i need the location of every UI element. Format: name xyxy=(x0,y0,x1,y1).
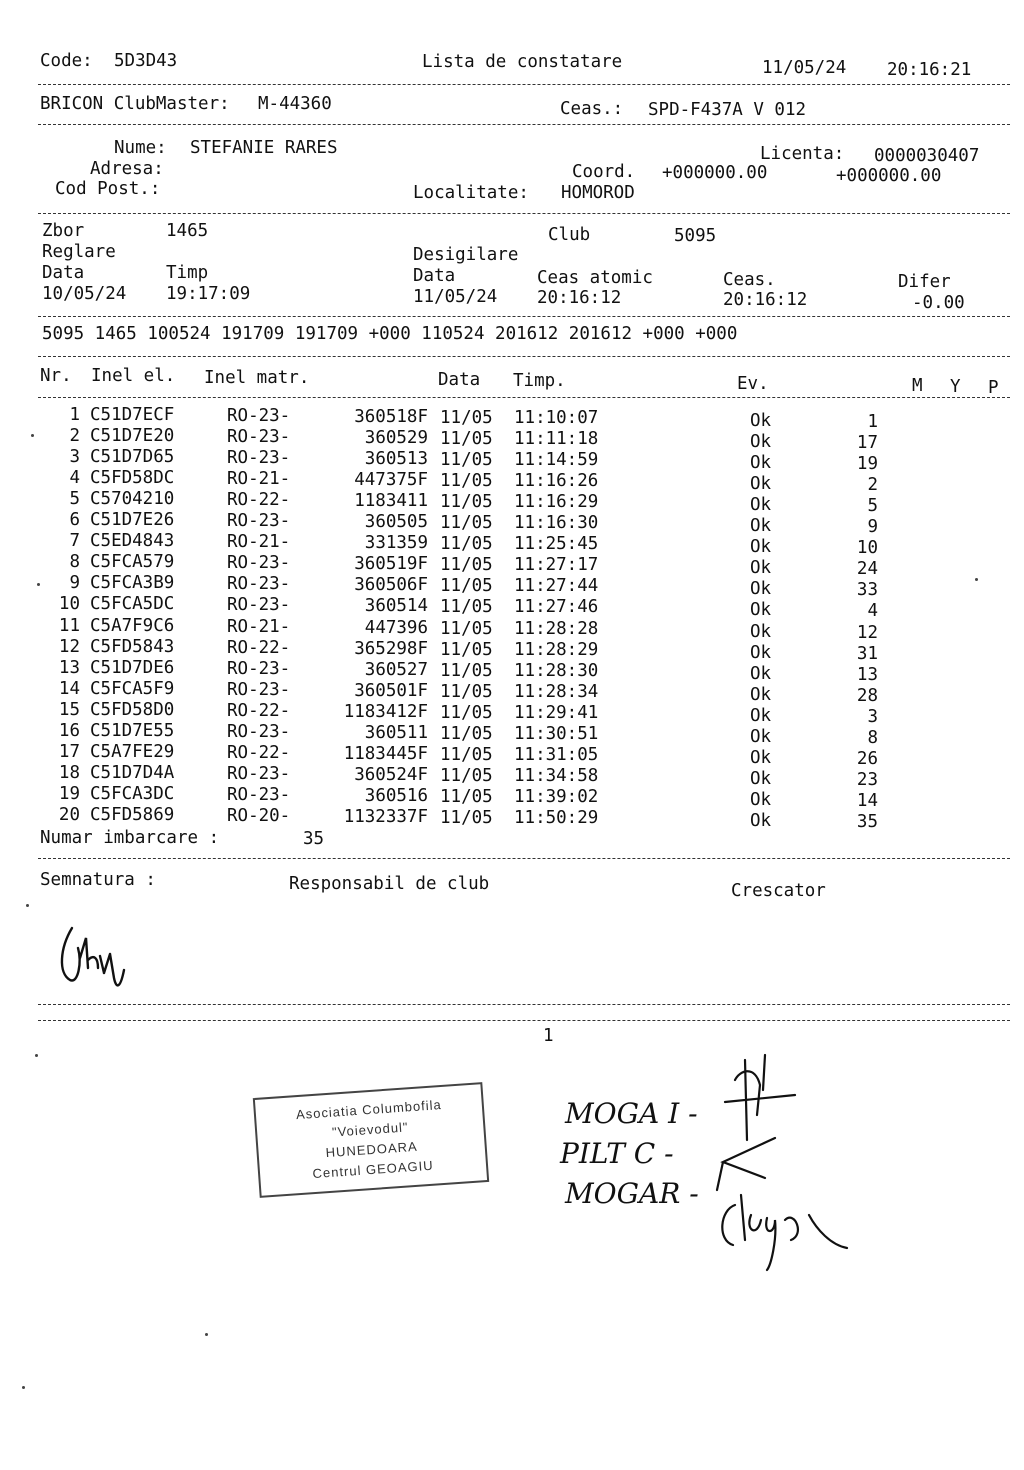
row-position: 19 xyxy=(856,454,878,475)
scan-speck xyxy=(37,583,40,586)
row-inel-matr: 1132337F xyxy=(343,806,428,827)
code-value: 5D3D43 xyxy=(114,51,178,71)
row-ev: Ok xyxy=(750,432,772,453)
row-position: 3 xyxy=(867,706,878,727)
row-position: 28 xyxy=(856,685,878,706)
row-data: 11/05 xyxy=(440,786,493,807)
licenta-value: 0000030407 xyxy=(874,146,980,166)
row-ring-prefix: RO-22- xyxy=(227,637,291,658)
handwritten-line-2: PILT C - xyxy=(560,1137,674,1170)
table-row xyxy=(0,594,1024,622)
row-inel-matr: 360529 xyxy=(364,428,428,449)
row-timp: 11:10:07 xyxy=(514,408,599,428)
row-nr: 7 xyxy=(69,531,80,552)
row-data: 11/05 xyxy=(440,807,493,828)
row-data: 11/05 xyxy=(440,618,493,639)
header-time: 20:16:21 xyxy=(887,60,972,80)
row-inel-matr: 1183412F xyxy=(343,701,428,722)
row-inel-matr: 360516 xyxy=(364,785,428,806)
scan-speck xyxy=(205,1333,208,1336)
row-inel-el: C51D7E26 xyxy=(90,510,175,531)
table-row xyxy=(0,720,1024,748)
row-data: 11/05 xyxy=(440,744,493,765)
table-row xyxy=(0,447,1024,475)
row-ev: Ok xyxy=(750,600,772,621)
coord-x: +000000.00 xyxy=(662,163,768,183)
row-ev: Ok xyxy=(750,768,772,789)
row-inel-el: C5FCA5DC xyxy=(90,594,175,615)
clubmaster-id: M-44360 xyxy=(258,94,332,114)
row-data: 11/05 xyxy=(440,597,493,618)
row-inel-el: C51D7DE6 xyxy=(90,657,175,678)
row-data: 11/05 xyxy=(440,702,493,723)
row-data: 11/05 xyxy=(440,492,493,513)
row-data: 11/05 xyxy=(440,408,493,428)
row-inel-matr: 365298F xyxy=(354,638,428,659)
row-data: 11/05 xyxy=(440,660,493,681)
row-nr: 13 xyxy=(58,657,80,678)
row-ev: Ok xyxy=(750,663,772,684)
crescator-label: Crescator xyxy=(731,881,826,901)
row-ring-prefix: RO-23- xyxy=(227,721,291,742)
difer-label: Difer xyxy=(898,272,951,292)
row-data: 11/05 xyxy=(440,450,493,471)
table-row xyxy=(0,552,1024,580)
row-position: 26 xyxy=(856,748,878,769)
ceas-atomic-label: Ceas atomic xyxy=(537,268,653,288)
row-position: 31 xyxy=(856,643,878,664)
nume-label: Nume: xyxy=(114,138,167,158)
col-y: Y xyxy=(950,377,961,397)
table-row xyxy=(0,426,1024,454)
table-row xyxy=(0,636,1024,664)
licenta-label: Licenta: xyxy=(760,144,845,164)
row-timp: 11:39:02 xyxy=(514,786,599,807)
localitate-label: Localitate: xyxy=(413,183,529,203)
row-timp: 11:16:30 xyxy=(514,513,599,534)
row-data: 11/05 xyxy=(440,723,493,744)
row-position: 13 xyxy=(856,664,878,685)
table-row xyxy=(0,678,1024,706)
row-timp: 11:28:28 xyxy=(514,618,599,639)
divider xyxy=(38,1020,1010,1021)
ceas-label: Ceas.: xyxy=(560,99,624,119)
table-row xyxy=(0,762,1024,790)
col-data: Data xyxy=(438,370,481,390)
row-timp: 11:31:05 xyxy=(514,744,599,765)
row-inel-matr: 1183445F xyxy=(343,743,428,764)
reglare-label: Reglare xyxy=(42,242,116,262)
row-ring-prefix: RO-22- xyxy=(227,700,291,721)
row-ev: Ok xyxy=(750,474,772,495)
row-inel-el: C5FCA5F9 xyxy=(90,678,175,699)
col-p: P xyxy=(988,378,999,398)
row-inel-matr: 360527 xyxy=(364,659,428,680)
table-row xyxy=(0,405,1024,432)
row-inel-matr: 360518F xyxy=(354,407,428,427)
row-position: 5 xyxy=(867,496,878,517)
ceas-value: 20:16:12 xyxy=(723,290,808,310)
row-timp: 11:28:29 xyxy=(514,639,599,660)
row-nr: 2 xyxy=(69,426,80,447)
row-inel-el: C5A7FE29 xyxy=(90,741,175,762)
row-inel-el: C51D7ECF xyxy=(90,405,175,425)
row-nr: 9 xyxy=(69,573,80,594)
row-timp: 11:14:59 xyxy=(514,450,599,471)
row-inel-matr: 447396 xyxy=(364,617,428,638)
coord-label: Coord. xyxy=(572,162,636,182)
row-timp: 11:27:46 xyxy=(514,597,599,618)
row-nr: 18 xyxy=(58,762,80,783)
row-inel-matr: 331359 xyxy=(364,533,428,554)
row-timp: 11:28:34 xyxy=(514,681,599,702)
row-ring-prefix: RO-23- xyxy=(227,658,291,679)
row-inel-matr: 360511 xyxy=(364,722,428,743)
row-inel-matr: 360501F xyxy=(354,680,428,701)
table-row xyxy=(0,489,1024,517)
ceas-atomic-value: 20:16:12 xyxy=(537,288,622,308)
row-nr: 5 xyxy=(69,489,80,510)
row-ev: Ok xyxy=(750,558,772,579)
row-inel-matr: 360513 xyxy=(364,449,428,470)
row-inel-el: C5FCA579 xyxy=(90,552,175,573)
row-nr: 8 xyxy=(69,552,80,573)
row-data: 11/05 xyxy=(440,534,493,555)
reglare-data: 10/05/24 xyxy=(42,284,127,304)
row-timp: 11:28:30 xyxy=(514,660,599,681)
row-inel-el: C51D7D65 xyxy=(90,447,175,468)
localitate-value: HOMOROD xyxy=(561,183,635,203)
row-ring-prefix: RO-23- xyxy=(227,427,291,448)
row-ring-prefix: RO-22- xyxy=(227,490,291,511)
club-stamp xyxy=(253,1082,489,1198)
row-ring-prefix: RO-23- xyxy=(227,784,291,805)
adresa-label: Adresa: xyxy=(90,159,164,179)
divider xyxy=(38,858,1010,859)
row-ev: Ok xyxy=(750,810,772,831)
divider xyxy=(38,124,1010,125)
row-position: 17 xyxy=(856,433,878,454)
table-row xyxy=(0,615,1024,643)
stamp-line-4: Centrul GEOAGIU xyxy=(312,1157,435,1182)
row-nr: 15 xyxy=(58,699,80,720)
row-inel-el: C51D7E55 xyxy=(90,720,175,741)
row-ring-prefix: RO-21- xyxy=(227,469,291,490)
scan-speck xyxy=(31,434,34,437)
desig-data: 11/05/24 xyxy=(413,287,498,307)
col-m: M xyxy=(912,376,923,396)
desigilare-label: Desigilare xyxy=(413,245,519,265)
zbor-label: Zbor xyxy=(42,221,85,241)
club-value: 5095 xyxy=(674,226,717,246)
row-data: 11/05 xyxy=(440,513,493,534)
row-timp: 11:16:29 xyxy=(514,492,599,513)
row-timp: 11:27:17 xyxy=(514,555,599,576)
row-inel-el: C5FD58DC xyxy=(90,468,175,489)
row-position: 33 xyxy=(856,580,878,601)
ceas-label-flight: Ceas. xyxy=(723,270,776,290)
row-ev: Ok xyxy=(750,684,772,705)
row-data: 11/05 xyxy=(440,555,493,576)
row-nr: 12 xyxy=(58,636,80,657)
row-position: 10 xyxy=(856,538,878,559)
row-nr: 17 xyxy=(58,741,80,762)
row-ev: Ok xyxy=(750,579,772,600)
table-row xyxy=(0,741,1024,769)
responsabil-label: Responsabil de club xyxy=(289,874,490,894)
reglare-timp: 19:17:09 xyxy=(166,284,251,304)
row-inel-el: C5704210 xyxy=(90,489,175,510)
table-row xyxy=(0,531,1024,559)
handwritten-signatures xyxy=(705,1040,865,1275)
row-nr: 19 xyxy=(58,783,80,804)
row-inel-matr: 360514 xyxy=(364,596,428,617)
table-row xyxy=(0,573,1024,601)
col-nr: Nr. xyxy=(40,366,72,386)
club-label: Club xyxy=(548,225,591,245)
row-ev: Ok xyxy=(750,726,772,747)
row-ring-prefix: RO-20- xyxy=(227,805,291,826)
table-row xyxy=(0,783,1024,811)
row-inel-matr: 360519F xyxy=(354,554,428,575)
row-ev: Ok xyxy=(750,453,772,474)
row-ring-prefix: RO-23- xyxy=(227,679,291,700)
stamp-line-1: Asociatia Columbofila xyxy=(295,1097,443,1123)
row-nr: 20 xyxy=(58,804,80,825)
row-ev: Ok xyxy=(750,516,772,537)
divider xyxy=(38,397,1010,398)
row-position: 4 xyxy=(867,601,878,622)
row-position: 9 xyxy=(867,517,878,538)
row-ev: Ok xyxy=(750,789,772,810)
row-inel-el: C5ED4843 xyxy=(90,531,175,552)
row-ev: Ok xyxy=(750,642,772,663)
row-inel-el: C5FD5869 xyxy=(90,804,175,825)
divider xyxy=(38,1004,1010,1005)
table-row xyxy=(0,510,1024,538)
row-ring-prefix: RO-23- xyxy=(227,406,291,426)
row-data: 11/05 xyxy=(440,576,493,597)
handwritten-line-1: MOGA I - xyxy=(565,1097,698,1130)
row-inel-el: C5FD58D0 xyxy=(90,699,175,720)
row-inel-el: C5FD5843 xyxy=(90,636,175,657)
row-nr: 14 xyxy=(58,678,80,699)
row-nr: 6 xyxy=(69,510,80,531)
row-ev: Ok xyxy=(750,621,772,642)
table-row xyxy=(0,804,1024,832)
clubmaster-label: BRICON ClubMaster: xyxy=(40,94,230,114)
row-data: 11/05 xyxy=(440,471,493,492)
encoded-line: 5095 1465 100524 191709 191709 +000 110524 201612 201612 +000 +000 xyxy=(42,324,738,344)
row-inel-el: C5FCA3B9 xyxy=(90,573,175,594)
document-title: Lista de constatare xyxy=(422,52,623,72)
row-ring-prefix: RO-21- xyxy=(227,616,291,637)
scan-speck xyxy=(35,1054,38,1057)
row-ev: Ok xyxy=(750,411,772,431)
row-timp: 11:16:26 xyxy=(514,471,599,492)
row-data: 11/05 xyxy=(440,429,493,450)
row-ring-prefix: RO-23- xyxy=(227,574,291,595)
row-nr: 11 xyxy=(58,615,80,636)
row-inel-el: C51D7D4A xyxy=(90,762,175,783)
row-ring-prefix: RO-23- xyxy=(227,448,291,469)
row-position: 35 xyxy=(856,811,878,832)
row-position: 1 xyxy=(867,412,878,432)
row-inel-matr: 360505 xyxy=(364,512,428,533)
row-inel-el: C5FCA3DC xyxy=(90,783,175,804)
handwritten-line-3: MOGAR - xyxy=(565,1177,699,1210)
zbor-value: 1465 xyxy=(166,221,209,241)
row-ev: Ok xyxy=(750,495,772,516)
row-ev: Ok xyxy=(750,537,772,558)
row-timp: 11:25:45 xyxy=(514,534,599,555)
stamp-line-3: HUNEDOARA xyxy=(325,1138,419,1161)
stamp-line-2: "Voievodul" xyxy=(331,1119,409,1140)
divider xyxy=(38,316,1010,317)
timp-label: Timp xyxy=(166,263,209,283)
row-inel-matr: 1183411 xyxy=(354,491,428,512)
row-ring-prefix: RO-23- xyxy=(227,511,291,532)
row-inel-el: C5A7F9C6 xyxy=(90,615,175,636)
row-nr: 10 xyxy=(58,594,80,615)
difer-value: -0.00 xyxy=(912,293,965,313)
row-data: 11/05 xyxy=(440,639,493,660)
col-inel-el: Inel el. xyxy=(91,366,176,386)
scan-speck xyxy=(975,578,978,581)
scan-speck xyxy=(26,904,29,907)
row-nr: 16 xyxy=(58,720,80,741)
code-label: Code: xyxy=(40,51,93,71)
page-number: 1 xyxy=(543,1026,554,1046)
semnatura-label: Semnatura : xyxy=(40,870,156,890)
row-nr: 3 xyxy=(69,447,80,468)
row-ev: Ok xyxy=(750,747,772,768)
row-nr: 1 xyxy=(69,405,80,425)
signature xyxy=(52,918,152,998)
row-inel-matr: 447375F xyxy=(354,470,428,491)
col-inel-matr: Inel matr. xyxy=(204,368,310,388)
table-row xyxy=(0,657,1024,685)
row-timp: 11:34:58 xyxy=(514,765,599,786)
divider xyxy=(38,356,1010,357)
row-timp: 11:50:29 xyxy=(514,807,599,828)
row-position: 8 xyxy=(867,727,878,748)
row-position: 24 xyxy=(856,559,878,580)
table-row xyxy=(0,468,1024,496)
row-position: 23 xyxy=(856,769,878,790)
row-ring-prefix: RO-23- xyxy=(227,763,291,784)
row-position: 2 xyxy=(867,475,878,496)
row-position: 14 xyxy=(856,790,878,811)
row-data: 11/05 xyxy=(440,681,493,702)
row-ev: Ok xyxy=(750,705,772,726)
cod-post-label: Cod Post.: xyxy=(55,179,161,199)
row-ring-prefix: RO-22- xyxy=(227,742,291,763)
row-inel-matr: 360524F xyxy=(354,764,428,785)
ceas-model: SPD-F437A V 012 xyxy=(648,100,807,120)
row-data: 11/05 xyxy=(440,765,493,786)
coord-y: +000000.00 xyxy=(836,166,942,186)
data-label: Data xyxy=(42,263,85,283)
col-ev: Ev. xyxy=(737,374,769,394)
numar-imbarcare-label: Numar imbarcare : xyxy=(40,828,220,848)
divider xyxy=(38,213,1010,214)
scan-speck xyxy=(22,1386,25,1389)
table-row xyxy=(0,699,1024,727)
header-date: 11/05/24 xyxy=(762,58,847,78)
divider xyxy=(38,84,1010,85)
row-ring-prefix: RO-23- xyxy=(227,553,291,574)
desig-data-label: Data xyxy=(413,266,456,286)
row-ring-prefix: RO-23- xyxy=(227,595,291,616)
row-timp: 11:29:41 xyxy=(514,702,599,723)
col-timp: Timp. xyxy=(513,371,566,391)
row-timp: 11:11:18 xyxy=(514,429,599,450)
row-ring-prefix: RO-21- xyxy=(227,532,291,553)
numar-imbarcare-value: 35 xyxy=(303,829,325,849)
row-inel-el: C51D7E20 xyxy=(90,426,175,447)
row-nr: 4 xyxy=(69,468,80,489)
row-timp: 11:30:51 xyxy=(514,723,599,744)
row-inel-matr: 360506F xyxy=(354,575,428,596)
row-position: 12 xyxy=(856,622,878,643)
row-timp: 11:27:44 xyxy=(514,576,599,597)
nume-value: STEFANIE RARES xyxy=(190,138,338,158)
